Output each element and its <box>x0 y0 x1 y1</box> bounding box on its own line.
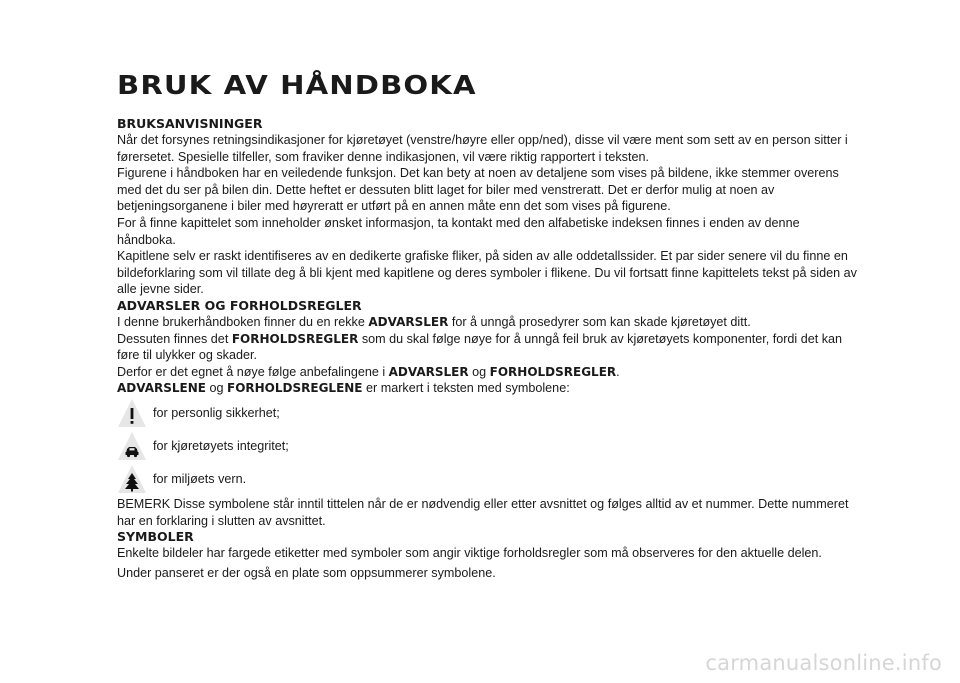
page-title: BRUK AV HÅNDBOKA <box>117 71 477 101</box>
bold-term: ADVARSLER <box>388 364 469 379</box>
bold-term: FORHOLDSREGLER <box>489 364 617 379</box>
paragraph: Enkelte bildeler har fargede etiketter med symboler som angir viktige forholdsregler som må observeres for den aktuelle delen. <box>117 546 822 561</box>
paragraph <box>117 314 857 331</box>
text-run: og <box>205 381 227 396</box>
text-run: for å unngå prosedyrer som kan skade kjøretøyet ditt. <box>448 314 751 329</box>
section-symboler <box>117 529 857 581</box>
text-run: . <box>616 364 620 379</box>
text-run: og <box>468 364 490 379</box>
symbol-row <box>117 463 857 496</box>
paragraph <box>117 364 857 381</box>
section-advarsler <box>117 298 857 529</box>
section-heading: BRUKSANVISNINGER <box>117 116 263 131</box>
bold-term: FORHOLDSREGLENE <box>227 381 363 396</box>
person-warning-icon <box>117 398 147 428</box>
watermark: carmanualsonline.info <box>705 651 942 675</box>
text-run: I denne brukerhåndboken finner du en rekke <box>117 314 369 329</box>
text-run: Dessuten finnes det <box>117 331 232 346</box>
symbol-row <box>117 397 857 430</box>
text-run: Derfor er det egnet å nøye følge anbefalingene i <box>117 364 389 379</box>
paragraph: Figurene i håndboken har en veiledende funksjon. Det kan bety at noen av detaljene som vises på bildene, ikke stemmer overens med det du ser på bilen din. Dette heftet er dessuten blitt laget for biler med venstreratt. Det er derfor mulig at noen av betjeningsorganene i biler med høyreratt er utført på en annen måte enn det som vises på figurene. <box>117 166 839 214</box>
paragraph: Under panseret er der også en plate som oppsummerer symbolene. <box>117 565 496 580</box>
paragraph: Når det forsynes retningsindikasjoner for kjøretøyet (venstre/høyre eller opp/ned), disse vil være ment som sett av en person sitter i førersetet. Spesielle tilfeller, som fraviker denne indikasjonen, vil være riktig rapportert i teksten. <box>117 133 848 164</box>
symbol-label: for personlig sikkerhet; <box>153 406 280 421</box>
paragraph <box>117 380 857 397</box>
symbol-row <box>117 430 857 463</box>
paragraph: For å finne kapittelet som inneholder ønsket informasjon, ta kontakt med den alfabetiske indeksen finnes i enden av denne håndboka. <box>117 215 800 247</box>
bold-term: ADVARSLER <box>368 314 449 329</box>
section-heading: SYMBOLER <box>117 529 194 545</box>
text-run: som du skal følge nøye for å unngå feil bruk av kjøretøyets komponenter, fordi det kan føre til ulykker og skader. <box>117 331 843 363</box>
car-warning-icon <box>117 431 147 461</box>
section-heading: ADVARSLER OG FORHOLDSREGLER <box>117 297 362 313</box>
text-run: er markert i teksten med symbolene: <box>362 381 570 396</box>
symbol-label: for miljøets vern. <box>153 472 247 487</box>
paragraph: Kapitlene selv er raskt identifiseres av en dedikerte grafiske fliker, på siden av alle oddetallssider. Et par sider senere vil du finne en bildeforklaring som vil tillate deg å bli kjent med kapitlene og deres symboler i flikene. Du vil fortsatt finne kapittelets tekst på siden av alle jevne sider. <box>117 249 857 297</box>
bold-term: ADVARSLENE <box>117 381 206 396</box>
section-bruksanvisninger <box>117 116 857 298</box>
symbol-label: for kjøretøyets integritet; <box>153 439 289 454</box>
bold-term: FORHOLDSREGLER <box>231 331 359 346</box>
tree-warning-icon <box>117 464 147 494</box>
paragraph <box>117 331 857 364</box>
manual-page <box>117 70 857 581</box>
note-paragraph: BEMERK Disse symbolene står inntil tittelen når de er nødvendig eller etter avsnittet og følges alltid av et nummer. Dette nummeret har en forklaring i slutten av avsnittet. <box>117 496 849 528</box>
